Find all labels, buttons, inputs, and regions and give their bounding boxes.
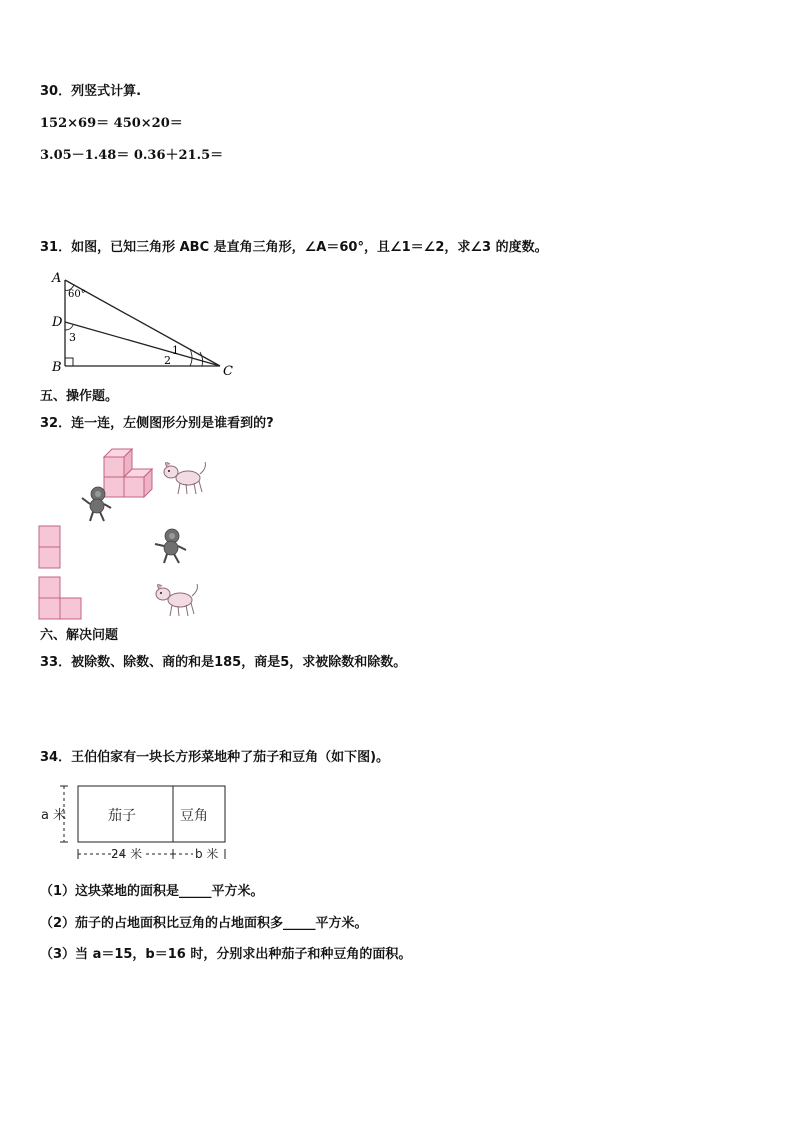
q31-title: 31．如图，已知三角形 ABC 是直角三角形，∠A＝60°，且∠1＝∠2，求∠3 的度数。 xyxy=(40,240,548,255)
bottom-right-label: b 米 xyxy=(195,847,219,861)
label-a: A xyxy=(52,271,62,286)
label-60: 60° xyxy=(68,289,86,300)
dog-icon xyxy=(160,458,210,498)
q33-title: 33．被除数、除数、商的和是185，商是5，求被除数和除数。 xyxy=(40,655,407,670)
bean-label: 豆角 xyxy=(180,808,208,824)
q34-sub1: （1）这块菜地的面积是_____平方米。 xyxy=(40,884,264,899)
monkey-icon xyxy=(78,484,118,524)
monkey-icon xyxy=(152,526,192,566)
q30-line2: 3.05－1.48＝ 0.36＋21.5＝ xyxy=(40,148,224,163)
q34-sub2: （2）茄子的占地面积比豆角的占地面积多_____平方米。 xyxy=(40,916,368,931)
shape-l-squares xyxy=(38,576,88,621)
label-d: D xyxy=(52,315,63,330)
right-triangle-figure xyxy=(50,268,250,383)
vegetable-plot-figure xyxy=(40,782,240,862)
side-label: a 米 xyxy=(41,808,67,823)
section-6-title: 六、解决问题 xyxy=(40,628,119,643)
dog-icon xyxy=(152,580,202,620)
label-3: 3 xyxy=(69,331,76,344)
q30-title: 30．列竖式计算. xyxy=(40,84,142,99)
bottom-left-label: 24 米 xyxy=(111,847,143,861)
label-b: B xyxy=(52,360,62,375)
shape-two-squares xyxy=(38,525,68,570)
eggplant-label: 茄子 xyxy=(108,808,136,824)
q30-line1: 152×69＝ 450×20＝ xyxy=(40,116,183,131)
q34-title: 34．王伯伯家有一块长方形菜地种了茄子和豆角（如下图)。 xyxy=(40,750,390,765)
q32-title: 32．连一连，左侧图形分别是谁看到的? xyxy=(40,416,274,431)
label-1: 1 xyxy=(172,344,179,357)
q34-sub3: （3）当 a＝15，b＝16 时，分别求出种茄子和种豆角的面积。 xyxy=(40,947,412,962)
label-2: 2 xyxy=(164,354,171,367)
label-c: C xyxy=(223,364,233,379)
section-5-title: 五、操作题。 xyxy=(40,389,119,404)
